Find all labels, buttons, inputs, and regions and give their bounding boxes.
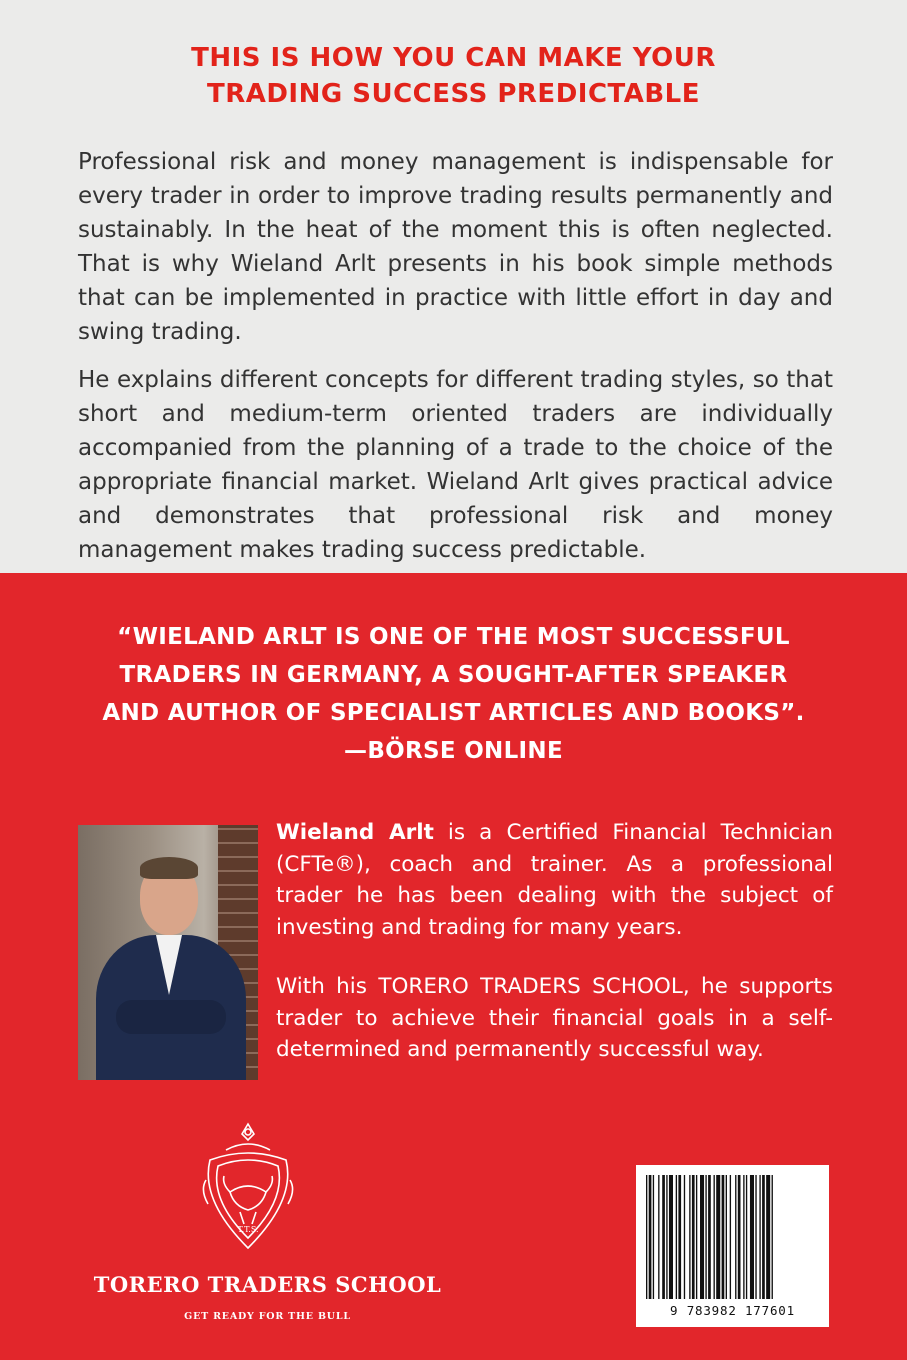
barcode-bar xyxy=(722,1175,725,1299)
isbn-digits: 9 783982 177601 xyxy=(670,1303,795,1318)
barcode-bar xyxy=(738,1175,741,1299)
author-name: Wieland Arlt xyxy=(276,820,434,845)
barcode-bar xyxy=(653,1175,654,1299)
author-photo xyxy=(78,825,258,1080)
quote-source: —BÖRSE ONLINE xyxy=(344,738,563,764)
barcode-bar xyxy=(708,1175,711,1299)
barcode-bar xyxy=(696,1175,697,1299)
barcode-bar xyxy=(689,1175,690,1299)
bull-emblem-icon xyxy=(200,1120,296,1280)
barcode-bar xyxy=(658,1175,659,1299)
barcode-bar xyxy=(746,1175,747,1299)
description-paragraph-1: Professional risk and money management is indispensable for every trader in order to improve trading results permanently and sustainably. In the heat of the moment this is often neglected. That is why Wieland Arlt presents in his book simple methods that can be implemented in practice with little effort in day and swing trading. xyxy=(78,149,833,345)
barcode-bar xyxy=(646,1175,647,1299)
barcode-bar xyxy=(755,1175,756,1299)
barcode-bar xyxy=(700,1175,704,1299)
barcode-bar xyxy=(726,1175,727,1299)
barcode-bar xyxy=(730,1175,731,1299)
barcode-bar xyxy=(705,1175,706,1299)
barcode-bar xyxy=(684,1175,685,1299)
barcode-bar xyxy=(766,1175,770,1299)
barcode-bar xyxy=(735,1175,736,1299)
quote-line-3: AND AUTHOR OF SPECIALIST ARTICLES AND BOOKS”. xyxy=(102,700,805,726)
barcode-bar xyxy=(743,1175,744,1299)
isbn-barcode xyxy=(636,1165,829,1327)
barcode-bar xyxy=(716,1175,720,1299)
quote-line-2: TRADERS IN GERMANY, A SOUGHT-AFTER SPEAKER xyxy=(119,662,788,688)
press-quote xyxy=(0,618,907,770)
barcode-bar xyxy=(669,1175,673,1299)
description-paragraph-2: He explains different concepts for different trading styles, so that short and medium-term oriented traders are individually accompanied from the planning of a trade to the choice of the appropriate financial market. Wieland Arlt gives practical advice and demonstrates that professional risk and money management makes trading success predictable. xyxy=(78,367,833,563)
barcode-bar xyxy=(759,1175,760,1299)
headline-line-2: TRADING SUCCESS PREDICTABLE xyxy=(206,79,701,109)
author-bio-paragraph-2: With his TORERO TRADERS SCHOOL, he supports trader to achieve their financial goals in a self-determined and permanently successful way. xyxy=(276,974,833,1062)
quote-line-1: “WIELAND ARLT IS ONE OF THE MOST SUCCESSFUL xyxy=(117,624,790,650)
author-hair xyxy=(140,857,198,879)
barcode-bar xyxy=(762,1175,765,1299)
author-crossed-arms xyxy=(116,1000,226,1034)
barcode-bar xyxy=(676,1175,677,1299)
barcode-bar xyxy=(692,1175,695,1299)
barcode-bar xyxy=(772,1175,773,1299)
headline xyxy=(0,40,907,112)
author-bio-text-1: is a Certified Financial Technician (CFTe®), coach and trainer. As a professional trader he has been dealing with the subject of investing and trading for many years. xyxy=(276,820,833,940)
barcode-bar xyxy=(678,1175,681,1299)
school-name: TORERO TRADERS SCHOOL xyxy=(93,1272,442,1297)
barcode-bar xyxy=(666,1175,667,1299)
barcode-bar xyxy=(750,1175,754,1299)
barcode-bar xyxy=(662,1175,665,1299)
barcode-bar xyxy=(649,1175,652,1299)
barcode-bar xyxy=(714,1175,715,1299)
emblem-letters: T.T.S. xyxy=(237,1225,259,1234)
author-bio-paragraph-1 xyxy=(276,817,833,943)
headline-line-1: THIS IS HOW YOU CAN MAKE YOUR xyxy=(191,43,716,73)
barcode-bars xyxy=(636,1165,829,1305)
school-tagline: GET READY FOR THE BULL xyxy=(184,1311,351,1322)
